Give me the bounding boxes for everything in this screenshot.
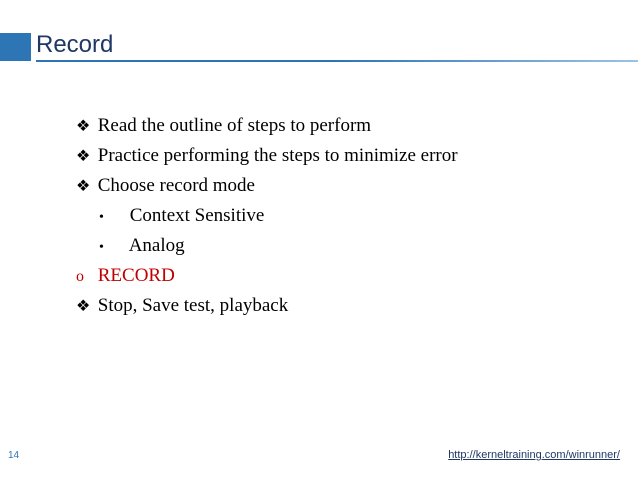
bullet-item [76,111,616,141]
circle-bullet-icon: o [76,268,84,285]
title-underline [36,60,638,62]
sub-bullet-item [76,231,616,261]
bullet-list [76,111,616,321]
bullet-item [76,171,616,201]
bullet-item [76,261,616,291]
sub-bullet-item [76,201,616,231]
bullet-text: Analog [128,235,185,256]
diamond-bullet-icon: ❖ [76,118,91,135]
bullet-text: Stop, Save test, playback [97,295,289,316]
title-accent-bar [0,33,31,61]
bullet-item [76,291,616,321]
bullet-text: Context Sensitive [129,205,265,226]
slide-number: 14 [8,450,20,461]
diamond-bullet-icon: ❖ [76,178,91,195]
dot-bullet-icon: • [99,210,104,225]
footer-link[interactable]: http://kerneltraining.com/winrunner/ [448,449,620,461]
diamond-bullet-icon: ❖ [76,298,91,315]
bullet-text: Read the outline of steps to perform [97,115,372,136]
dot-bullet-icon: • [99,240,104,255]
bullet-item [76,141,616,171]
diamond-bullet-icon: ❖ [76,148,91,165]
slide-title: Record [36,31,114,58]
bullet-text: Choose record mode [97,175,255,196]
bullet-text: Practice performing the steps to minimize error [97,145,458,166]
bullet-text: RECORD [97,265,175,286]
